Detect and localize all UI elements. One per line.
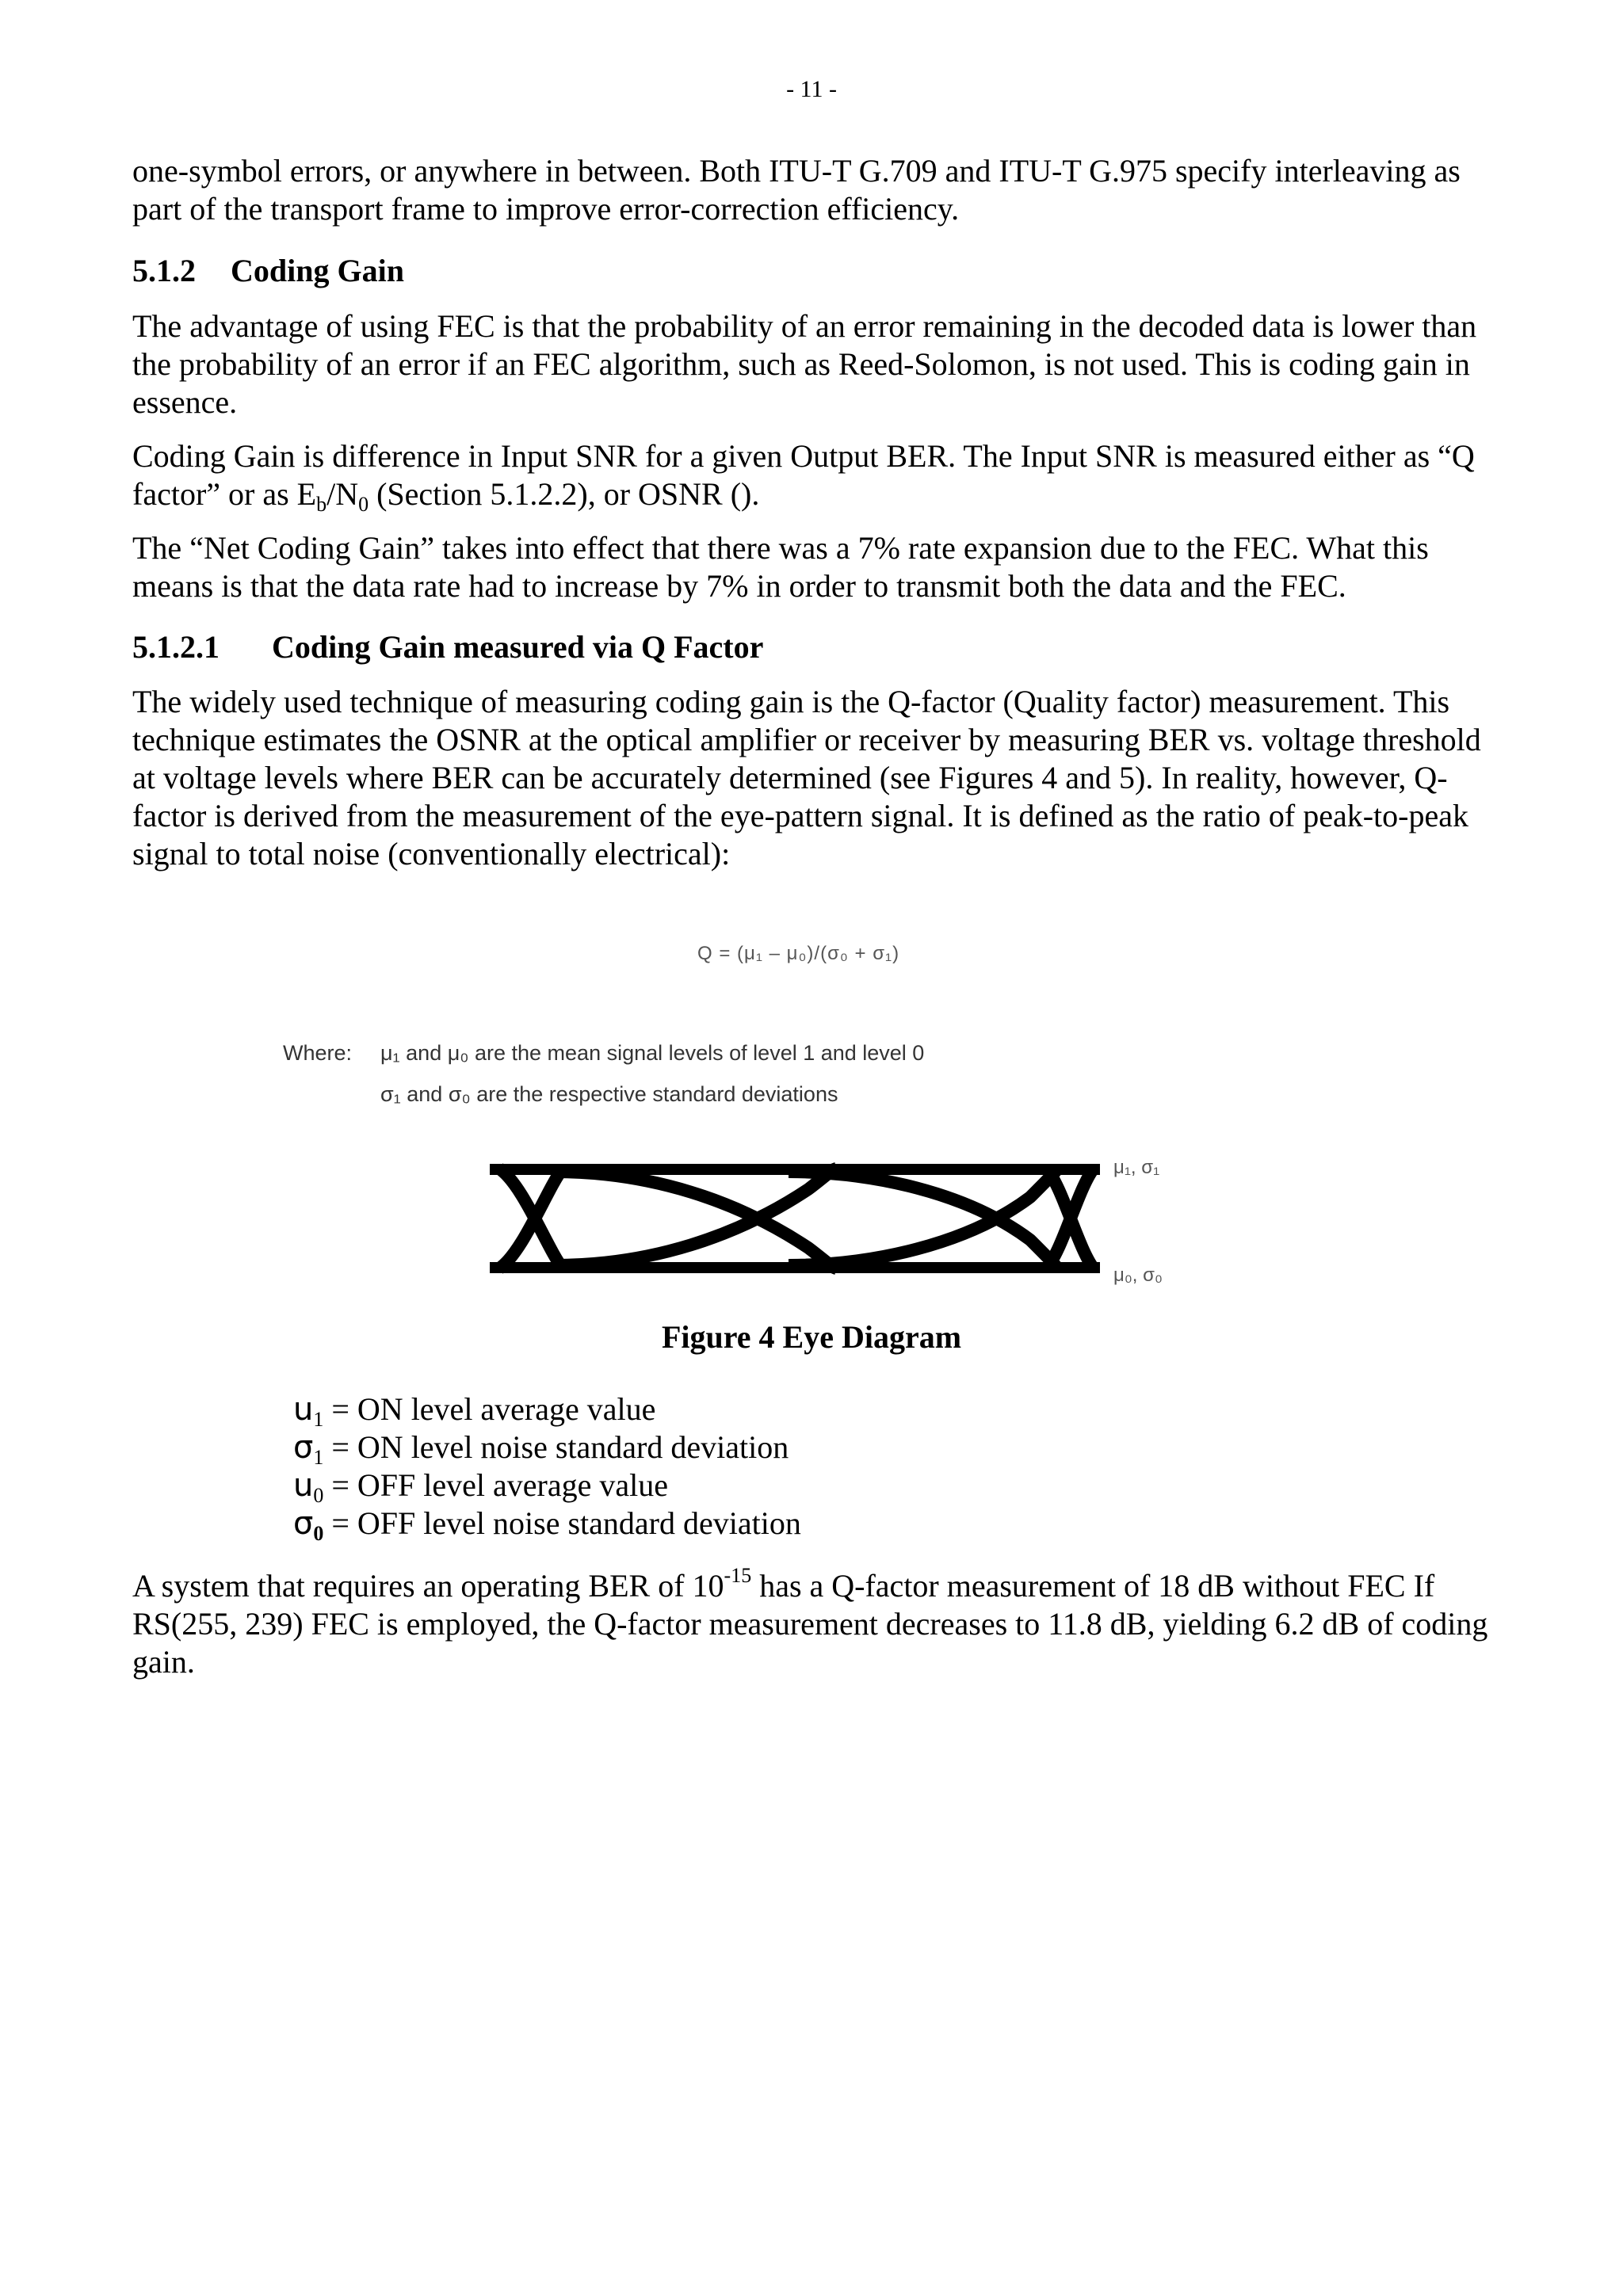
eye-label-top: μ₁, σ₁ bbox=[1113, 1157, 1160, 1178]
page-number: - 11 - bbox=[786, 76, 837, 102]
coding-gain-paragraph-1: The advantage of using FEC is that the probability of an error remaining in the decoded data is lower than the probability of an error if an FEC algorithm, such as Reed-Solomon, is not used. This is coding gain in essence. bbox=[132, 308, 1477, 420]
eye-label-bottom: μ₀, σ₀ bbox=[1113, 1264, 1163, 1286]
section-heading-5-1-2 bbox=[132, 252, 404, 290]
net-coding-gain-paragraph: The “Net Coding Gain” takes into effect that there was a 7% rate expansion due to the FEC. What this means is that the data rate had to increase by 7% in order to transmit both the data and the FEC. bbox=[132, 530, 1429, 604]
section-title: Coding Gain bbox=[231, 253, 404, 288]
definition-item: $u_0$ = OFF level average value bbox=[293, 1467, 668, 1507]
section-title: Coding Gain measured via Q Factor bbox=[272, 629, 764, 665]
q-formula: Q = (μ₁ – μ₀)/(σ₀ + σ₁) bbox=[697, 943, 900, 964]
coding-gain-paragraph-2: Coding Gain is difference in Input SNR for a given Output BER. The Input SNR is measured either as “Q factor” or as $E_b/N_0$ (Section 5.1.2.2), or OSNR (). bbox=[132, 438, 1475, 516]
definitions-list bbox=[293, 1390, 801, 1543]
closing-paragraph: A system that requires an operating BER of $10^{-15}$ has a Q-factor measurement of 18 dB without FEC If RS(255, 239) FEC is employed, the Q-factor measurement decreases to 11.8 dB, yielding 6.2 dB of coding gain. bbox=[132, 1564, 1488, 1680]
section-number: 5.1.2 bbox=[132, 253, 196, 288]
definition-item: $\sigma_0$ = OFF level noise standard deviation bbox=[293, 1505, 801, 1545]
q-factor-paragraph: The widely used technique of measuring coding gain is the Q-factor (Quality factor) measurement. This technique estimates the OSNR at the optical amplifier or receiver by measuring BER vs. voltage threshold at voltage levels where BER can be accurately determined (see Figures 4 and 5). In reality, however, Q-factor is derived from the measurement of the eye-pattern signal. It is defined as the ratio of peak-to-peak signal to total noise (conventionally electrical): bbox=[132, 684, 1481, 871]
definition-item: $\sigma_1$ = ON level noise standard deviation bbox=[293, 1429, 789, 1469]
where-line-1: μ₁ and μ₀ are the mean signal levels of level 1 and level 0 bbox=[380, 1041, 925, 1065]
section-heading-5-1-2-1 bbox=[132, 628, 763, 666]
where-line-2: σ₁ and σ₀ are the respective standard deviations bbox=[380, 1082, 838, 1106]
eye-arc-2 bbox=[555, 1169, 836, 1265]
section-number: 5.1.2.1 bbox=[132, 629, 220, 665]
eye-arc-1 bbox=[555, 1172, 836, 1268]
eye-arc-4 bbox=[789, 1169, 1058, 1265]
where-label: Where: bbox=[283, 1041, 353, 1065]
figure-caption: Figure 4 Eye Diagram bbox=[661, 1319, 962, 1355]
definition-item: $u_1$ = ON level average value bbox=[293, 1391, 656, 1431]
eye-arc-3 bbox=[789, 1172, 1058, 1268]
eye-diagram bbox=[475, 1153, 1125, 1295]
intro-paragraph: one-symbol errors, or anywhere in between. Both ITU-T G.709 and ITU-T G.975 specify interleaving as part of the transport frame to improve error-correction efficiency. bbox=[132, 153, 1461, 227]
